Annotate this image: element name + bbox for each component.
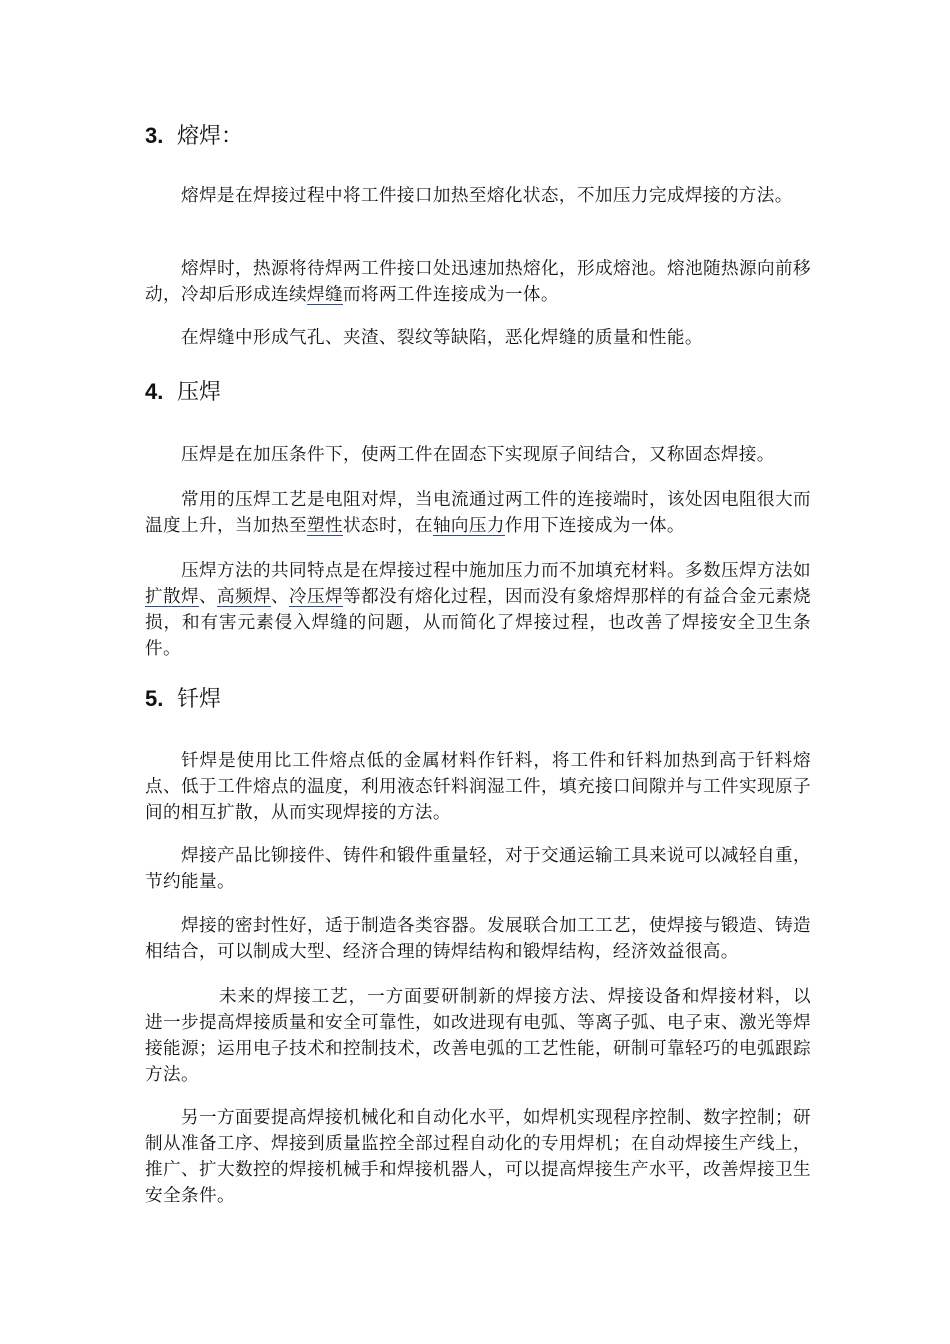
section-3-heading bbox=[145, 122, 811, 151]
section-title: 钎焊 bbox=[177, 687, 222, 712]
section-number: 3. bbox=[145, 123, 164, 148]
section-title: 熔焊： bbox=[177, 124, 244, 149]
paragraph-fusion-definition: 熔焊是在焊接过程中将工件接口加热至熔化状态，不加压力完成焊接的方法。 bbox=[181, 186, 793, 206]
link-diffusion-welding[interactable]: 扩散焊 bbox=[145, 587, 199, 607]
section-4-heading bbox=[145, 378, 811, 407]
paragraph-fusion-process: 熔焊时，热源将待焊两工件接口处迅速加热熔化，形成熔池。熔池随热源向前移动，冷却后形成连续焊缝而将两工件连接成为一体。 bbox=[145, 259, 811, 305]
paragraph-future-methods: 未来的焊接工艺，一方面要研制新的焊接方法、焊接设备和焊接材料，以进一步提高焊接质量和安全可靠性，如改进现有电弧、等离子弧、电子束、激光等焊接能源；运用电子技术和控制技术，改善电弧的工艺性能，研制可靠轻巧的电弧跟踪方法。 bbox=[145, 987, 811, 1085]
paragraph-future-automation: 另一方面要提高焊接机械化和自动化水平，如焊机实现程序控制、数字控制；研制从准备工序、焊接到质量监控全部过程自动化的专用焊机；在自动焊接生产线上，推广、扩大数控的焊接机械手和焊接机器人，可以提高焊接生产水平，改善焊接卫生安全条件。 bbox=[145, 1108, 811, 1206]
link-hf-welding[interactable]: 高频焊 bbox=[217, 587, 271, 607]
link-axial-pressure[interactable]: 轴向压力 bbox=[432, 516, 505, 536]
paragraph-pressure-definition: 压焊是在加压条件下，使两工件在固态下实现原子间结合，又称固态焊接。 bbox=[181, 445, 775, 465]
paragraph-weight-advantage: 焊接产品比铆接件、铸件和锻件重量轻，对于交通运输工具来说可以减轻自重，节约能量。 bbox=[145, 846, 811, 892]
paragraph-sealing-advantage: 焊接的密封性好，适于制造各类容器。发展联合加工工艺，使焊接与锻造、铸造相结合，可以制成大型、经济合理的铸焊结构和锻焊结构，经济效益很高。 bbox=[145, 916, 811, 962]
paragraph-pressure-resistance: 常用的压焊工艺是电阻对焊，当电流通过两工件的连接端时，该处因电阻很大而温度上升，当加热至塑性状态时，在轴向压力作用下连接成为一体。 bbox=[145, 490, 811, 536]
paragraph-brazing-definition: 钎焊是使用比工件熔点低的金属材料作钎料，将工件和钎料加热到高于钎料熔点、低于工件熔点的温度，利用液态钎料润湿工件，填充接口间隙并与工件实现原子间的相互扩散，从而实现焊接的方法。 bbox=[145, 751, 811, 823]
section-number: 4. bbox=[145, 379, 164, 404]
section-title: 压焊 bbox=[177, 380, 222, 405]
paragraph-fusion-defects: 在焊缝中形成气孔、夹渣、裂纹等缺陷，恶化焊缝的质量和性能。 bbox=[181, 328, 703, 348]
paragraph-pressure-features: 压焊方法的共同特点是在焊接过程中施加压力而不加填充材料。多数压焊方法如扩散焊、高频焊、冷压焊等都没有熔化过程，因而没有象熔焊那样的有益合金元素烧损，和有害元素侵入焊缝的问题，从而简化了焊接过程，也改善了焊接安全卫生条件。 bbox=[145, 561, 811, 659]
section-5-heading bbox=[145, 685, 811, 714]
section-number: 5. bbox=[145, 686, 164, 711]
link-plasticity[interactable]: 塑性 bbox=[306, 516, 343, 536]
link-weld-seam[interactable]: 焊缝 bbox=[306, 285, 343, 305]
link-cold-pressure-welding[interactable]: 冷压焊 bbox=[289, 587, 343, 607]
